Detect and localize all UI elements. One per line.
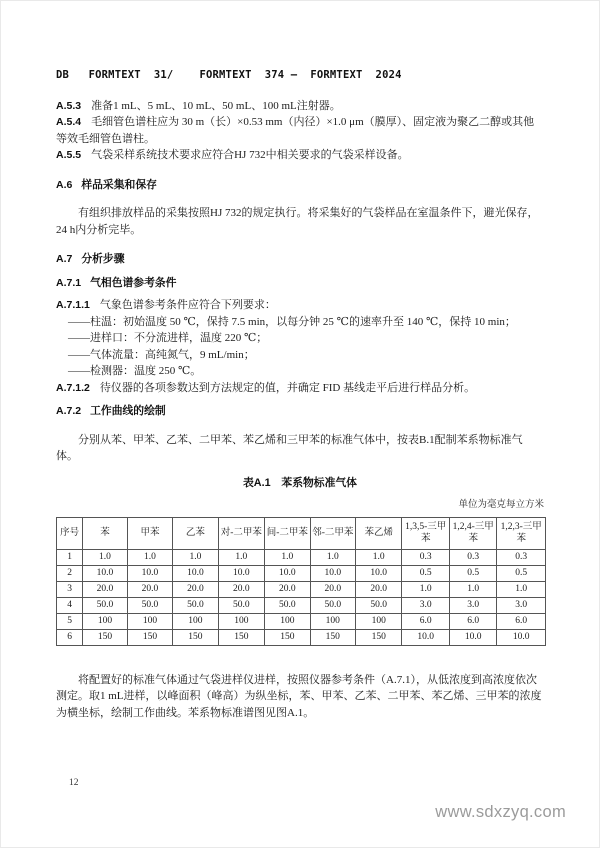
list-item: ——进样口：不分流进样，温度 220 ℃； — [68, 332, 268, 344]
table-cell: 0.5 — [449, 565, 496, 581]
section-number: A.5.5 — [56, 149, 82, 161]
table-cell: 1.0 — [497, 581, 546, 597]
table-cell: 20.0 — [173, 581, 218, 597]
section-number: A.5.4 — [56, 116, 82, 128]
table-cell: 1.0 — [83, 549, 127, 565]
table-row — [57, 581, 546, 597]
table-cell: 150 — [83, 629, 127, 645]
section-a5-4 — [56, 114, 544, 147]
list-item: ——气体流量：高纯氮气，9 mL/min； — [68, 348, 255, 361]
table-cell: 10.0 — [449, 629, 496, 645]
table-cell: 10.0 — [310, 565, 355, 581]
table-row — [57, 549, 546, 565]
table-cell: 20.0 — [265, 581, 310, 597]
section-text: 气象色谱参考条件应符合下列要求： — [99, 299, 276, 311]
table-cell: 50.0 — [265, 597, 310, 613]
column-header: 1,3,5-三甲苯 — [402, 517, 449, 549]
section-number: A.7 — [56, 253, 73, 265]
table-cell: 100 — [356, 613, 402, 629]
table-cell: 50.0 — [218, 597, 264, 613]
heading-a7-1 — [56, 275, 544, 292]
list-item: ——检测器：温度 250 ℃。 — [68, 365, 202, 377]
table-unit-note: 单位为毫克每立方米 — [458, 500, 544, 510]
table-cell: 4 — [57, 597, 83, 613]
table-cell: 3 — [57, 581, 83, 597]
table-cell: 6 — [57, 629, 83, 645]
table-cell: 150 — [127, 629, 172, 645]
table-row — [57, 565, 546, 581]
heading-a6 — [56, 177, 544, 194]
table-cell: 100 — [310, 613, 355, 629]
column-header: 间-二甲苯 — [265, 517, 310, 549]
table-cell: 0.3 — [402, 549, 449, 565]
column-header: 苯 — [83, 517, 127, 549]
table-cell: 0.3 — [497, 549, 546, 565]
section-number: A.7.1.2 — [56, 381, 90, 394]
section-a5-5 — [56, 147, 544, 164]
table-cell: 150 — [310, 629, 355, 645]
table-row — [57, 613, 546, 629]
gc-conditions-list — [56, 314, 544, 380]
table-cell: 10.0 — [402, 629, 449, 645]
table-cell: 100 — [218, 613, 264, 629]
table-cell: 20.0 — [356, 581, 402, 597]
heading-title: 样品采集和保存 — [81, 178, 157, 191]
table-cell: 150 — [356, 629, 402, 645]
page-content — [56, 1, 544, 721]
table-cell: 10.0 — [497, 629, 546, 645]
section-number: A.6 — [56, 178, 73, 191]
section-number: A.7.2 — [56, 405, 82, 417]
column-header: 1,2,4-三甲苯 — [449, 517, 496, 549]
table-cell: 0.3 — [449, 549, 496, 565]
section-text: 待仪器的各项参数达到方法规定的值，并确定 FID 基线走平后进行样品分析。 — [99, 381, 476, 394]
section-a5-3 — [56, 98, 544, 115]
heading-a7 — [56, 251, 544, 268]
table-cell: 100 — [127, 613, 172, 629]
table-cell: 5 — [57, 613, 83, 629]
table-cell: 50.0 — [127, 597, 172, 613]
table-cell: 2 — [57, 565, 83, 581]
table-cell: 150 — [173, 629, 218, 645]
table-cell: 50.0 — [310, 597, 355, 613]
standard-gas-table-head-row — [57, 517, 546, 549]
table-cell: 0.5 — [497, 565, 546, 581]
table-cell: 50.0 — [83, 597, 127, 613]
table-cell: 10.0 — [218, 565, 264, 581]
table-cell: 1.0 — [127, 549, 172, 565]
table-cell: 1.0 — [402, 581, 449, 597]
table-cell: 3.0 — [497, 597, 546, 613]
closing-paragraph: 将配置好的标准气体通过气袋进样仪进样，按照仪器参考条件（A.7.1），从低浓度到高浓度依次测定。取1 mL进样，以峰面积（峰高）为纵坐标，苯、甲苯、乙苯、二甲苯、苯乙烯、三甲苯的浓度为横坐标，绘制工作曲线。苯系物标准谱图见图A.1。 — [56, 673, 542, 719]
table-cell: 150 — [265, 629, 310, 645]
table-cell: 50.0 — [356, 597, 402, 613]
paragraph-a6: 有组织排放样品的采集按照HJ 732的规定执行。将采集好的气袋样品在室温条件下，避光保存，24 h内分析完毕。 — [56, 207, 539, 236]
table-cell: 6.0 — [497, 613, 546, 629]
table-cell: 100 — [173, 613, 218, 629]
table-cell: 20.0 — [310, 581, 355, 597]
table-cell: 20.0 — [83, 581, 127, 597]
table-cell: 1.0 — [449, 581, 496, 597]
table-cell: 1.0 — [218, 549, 264, 565]
column-header: 1,2,3-三甲苯 — [497, 517, 546, 549]
column-header: 甲苯 — [127, 517, 172, 549]
table-cell: 100 — [83, 613, 127, 629]
section-number: A.5.3 — [56, 99, 82, 112]
standard-gas-table-body — [57, 549, 546, 645]
heading-title: 工作曲线的绘制 — [90, 405, 166, 417]
standard-gas-table — [56, 517, 546, 646]
column-header: 苯乙烯 — [356, 517, 402, 549]
column-header: 邻-二甲苯 — [310, 517, 355, 549]
table-cell: 10.0 — [127, 565, 172, 581]
table-cell: 10.0 — [173, 565, 218, 581]
table-cell: 1 — [57, 549, 83, 565]
table-cell: 10.0 — [83, 565, 127, 581]
section-number: A.7.1 — [56, 276, 82, 289]
table-cell: 10.0 — [356, 565, 402, 581]
column-header: 序号 — [57, 517, 83, 549]
table-cell: 100 — [265, 613, 310, 629]
section-number: A.7.1.1 — [56, 299, 90, 311]
list-item: ——柱温：初始温度 50 ℃，保持 7.5 min，以每分钟 25 ℃的速率升至 140 ℃，保持 10 min； — [68, 315, 516, 328]
table-cell: 0.5 — [402, 565, 449, 581]
table-cell: 1.0 — [173, 549, 218, 565]
paragraph-a7-2: 分别从苯、甲苯、乙苯、二甲苯、苯乙烯和三甲苯的标准气体中，按表B.1配制苯系物标准气体。 — [56, 433, 523, 462]
page-number: 12 — [69, 777, 79, 788]
table-cell: 3.0 — [402, 597, 449, 613]
table-row — [57, 629, 546, 645]
table-cell: 150 — [218, 629, 264, 645]
table-cell: 6.0 — [402, 613, 449, 629]
watermark-text: www.sdxzyq.com — [435, 802, 566, 821]
heading-a7-2 — [56, 403, 544, 420]
table-cell: 1.0 — [310, 549, 355, 565]
table-cell: 20.0 — [127, 581, 172, 597]
section-text: 准备1 mL、5 mL、10 mL、50 mL、100 mL注射器。 — [91, 99, 341, 112]
column-header: 乙苯 — [173, 517, 218, 549]
section-a7-1-2 — [56, 380, 544, 397]
heading-title: 分析步骤 — [81, 253, 125, 265]
table-cell: 6.0 — [449, 613, 496, 629]
heading-title: 气相色谱参考条件 — [90, 276, 177, 289]
table-caption: 表A.1 苯系物标准气体 — [243, 476, 357, 489]
document-code-header: DB FORMTEXT 31/ FORMTEXT 374 — FORMTEXT 2024 — [56, 69, 402, 81]
table-cell: 50.0 — [173, 597, 218, 613]
table-cell: 3.0 — [449, 597, 496, 613]
table-row — [57, 597, 546, 613]
column-header: 对-二甲苯 — [218, 517, 264, 549]
table-cell: 20.0 — [218, 581, 264, 597]
table-cell: 1.0 — [265, 549, 310, 565]
table-cell: 1.0 — [356, 549, 402, 565]
table-cell: 10.0 — [265, 565, 310, 581]
section-text: 毛细管色谱柱应为 30 m（长）×0.53 mm（内径）×1.0 μm（膜厚）、固定液为聚乙二醇或其他等效毛细管色谱柱。 — [56, 116, 535, 145]
section-text: 气袋采样系统技术要求应符合HJ 732中相关要求的气袋采样设备。 — [91, 149, 409, 161]
section-a7-1-1 — [56, 297, 544, 314]
